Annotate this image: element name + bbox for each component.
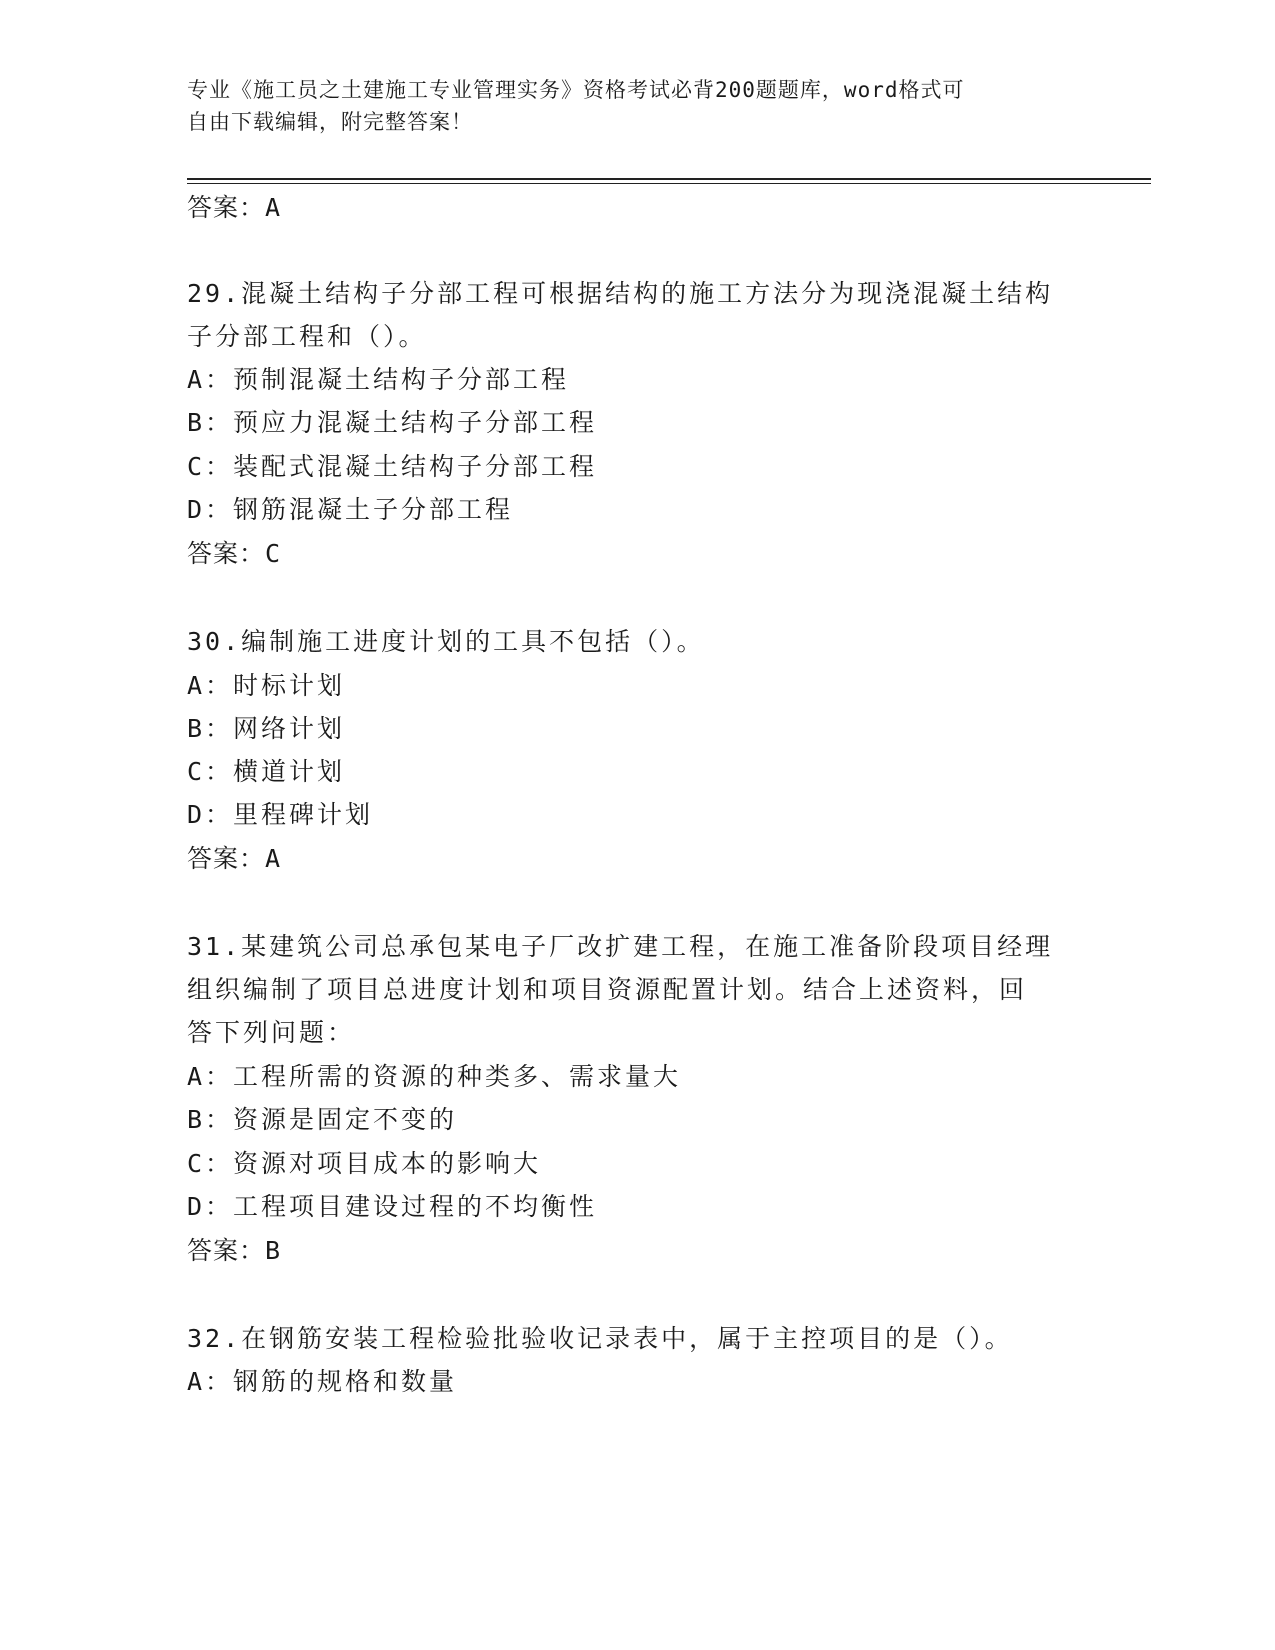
option-a: A：时标计划 xyxy=(187,671,346,700)
header-line-1: 专业《施工员之土建施工专业管理实务》资格考试必背200题题库，word格式可 xyxy=(187,78,965,102)
option-d: D：工程项目建设过程的不均衡性 xyxy=(187,1192,598,1221)
header-line-2: 自由下载编辑，附完整答案！ xyxy=(187,110,473,134)
question-stem: 31.某建筑公司总承包某电子厂改扩建工程，在施工准备阶段项目经理 xyxy=(187,932,1054,961)
option-c: C：横道计划 xyxy=(187,757,346,786)
option-c: C：装配式混凝土结构子分部工程 xyxy=(187,452,598,481)
option-b: B：资源是固定不变的 xyxy=(187,1105,458,1134)
question-stem: 32.在钢筋安装工程检验批验收记录表中，属于主控项目的是（）。 xyxy=(187,1324,1013,1353)
question-stem: 29.混凝土结构子分部工程可根据结构的施工方法分为现浇混凝土结构 xyxy=(187,279,1054,308)
option-b: B：预应力混凝土结构子分部工程 xyxy=(187,408,598,437)
answer-line: 答案：B xyxy=(187,1236,282,1265)
option-d: D：里程碑计划 xyxy=(187,800,374,829)
question-stem: 答下列问题： xyxy=(187,1018,356,1047)
option-a: A：工程所需的资源的种类多、需求量大 xyxy=(187,1062,682,1091)
answer-line: 答案：A xyxy=(187,844,282,873)
option-c: C：资源对项目成本的影响大 xyxy=(187,1149,542,1178)
header-divider-thick xyxy=(187,178,1151,180)
header-divider-thin xyxy=(187,183,1151,184)
question-stem: 组织编制了项目总进度计划和项目资源配置计划。结合上述资料，回 xyxy=(187,975,1028,1004)
option-a: A：钢筋的规格和数量 xyxy=(187,1367,458,1396)
question-stem: 30.编制施工进度计划的工具不包括（）。 xyxy=(187,627,705,656)
answer-line: 答案：C xyxy=(187,539,282,568)
option-a: A：预制混凝土结构子分部工程 xyxy=(187,365,570,394)
answer-line: 答案：A xyxy=(187,193,282,222)
option-b: B：网络计划 xyxy=(187,714,346,743)
document-header xyxy=(187,74,1067,138)
question-stem: 子分部工程和（）。 xyxy=(187,322,427,351)
option-d: D：钢筋混凝土子分部工程 xyxy=(187,495,514,524)
